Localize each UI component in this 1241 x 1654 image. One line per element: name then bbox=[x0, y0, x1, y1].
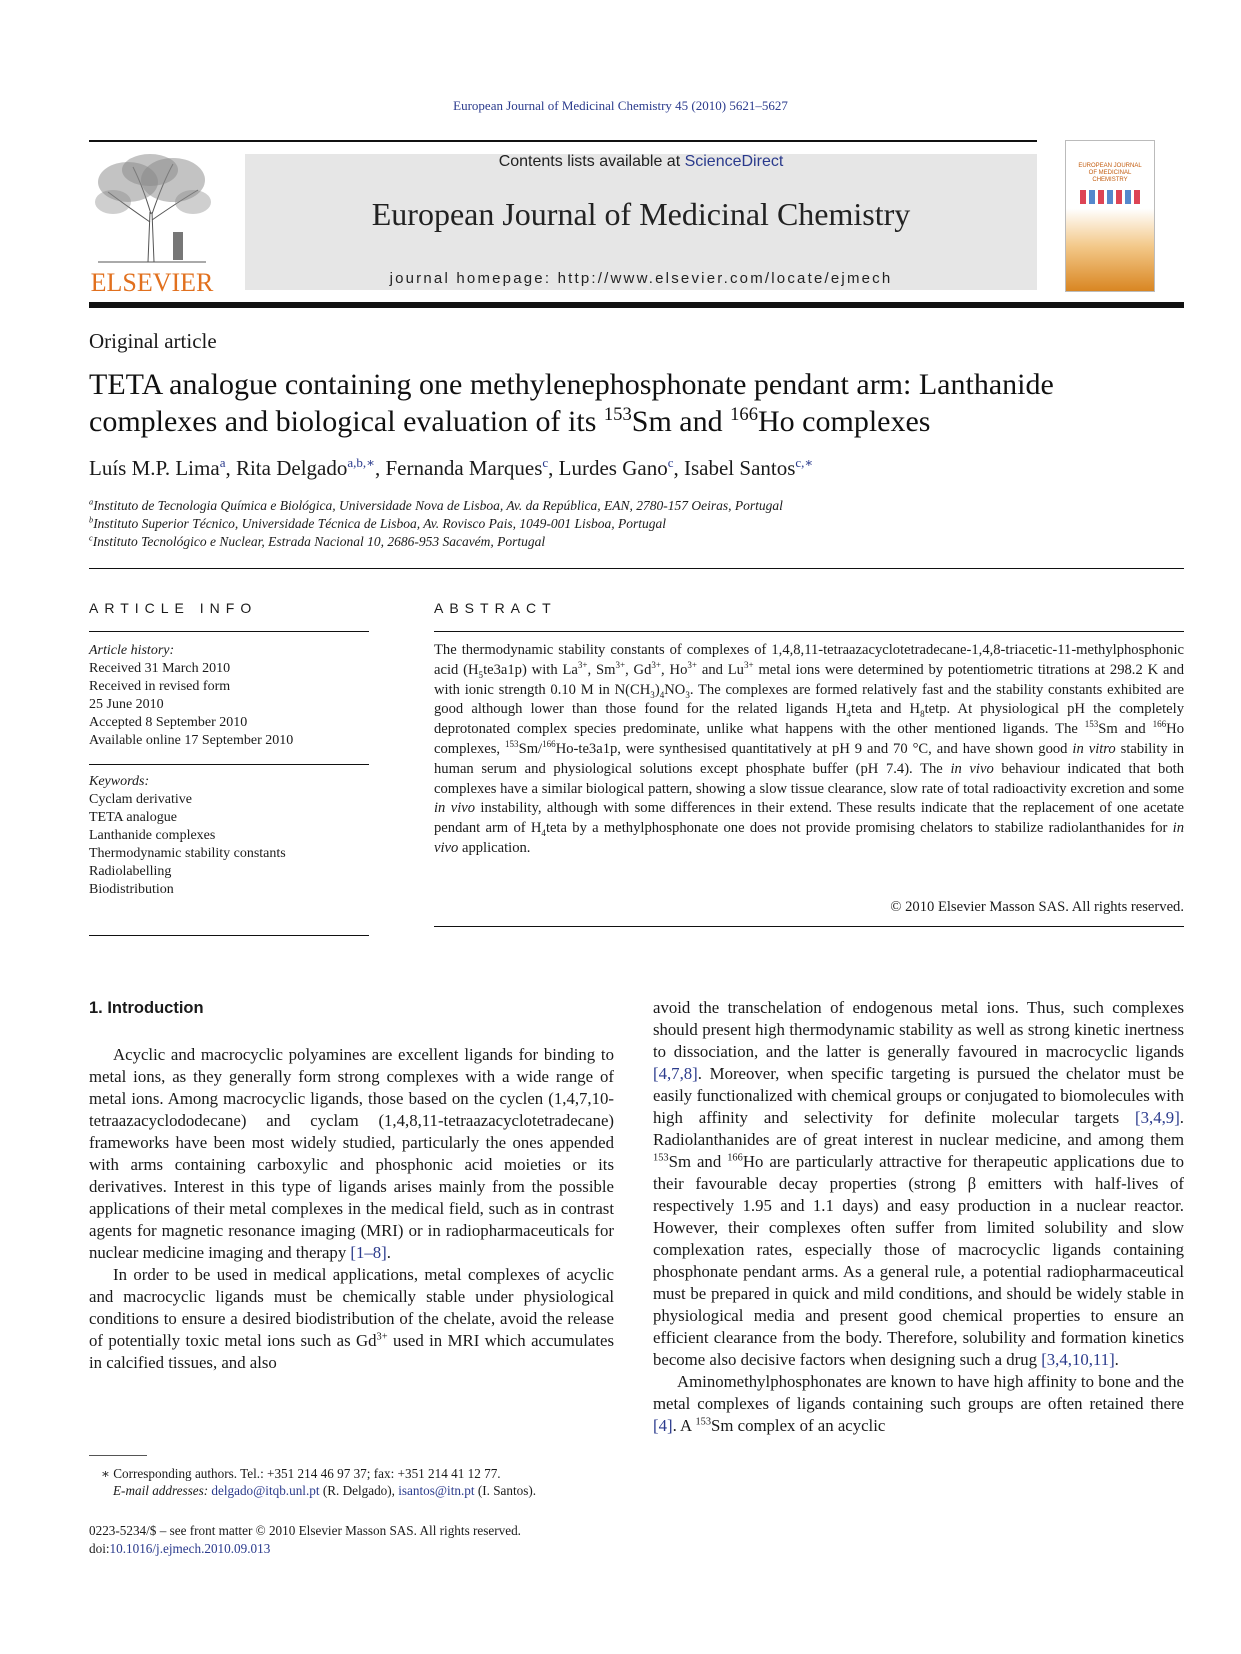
title-text: Sm and bbox=[631, 405, 731, 438]
affiliation-item bbox=[89, 533, 783, 551]
article-type: Original article bbox=[89, 329, 217, 353]
affiliation-key: b bbox=[89, 515, 94, 525]
affiliation-text: Instituto de Tecnologia Química e Biológica, Universidade Nova de Lisboa, Av. da República, EAN, 2780-157 Oeiras, Portugal bbox=[93, 498, 783, 513]
author-name[interactable]: Fernanda Marques bbox=[385, 456, 543, 480]
author-name[interactable]: Luís M.P. Lima bbox=[89, 456, 220, 480]
author-list: Luís M.P. Lima$^a$, Rita Delgado$^{a,b,∗}$, Fernanda Marques$^c$, Lurdes Gano$^c$, Isabel Santos$^{c,∗}$ bbox=[89, 455, 814, 480]
reference-link[interactable]: [4,7,8] bbox=[653, 1064, 698, 1083]
footnote-corr: ∗ Corresponding authors. Tel.: +351 214 46 97 37; fax: +351 214 41 12 77. bbox=[101, 1466, 501, 1481]
keyword-item[interactable]: TETA analogue bbox=[89, 810, 177, 825]
info-rule bbox=[89, 631, 369, 632]
email-link[interactable]: isantos@itn.pt bbox=[398, 1483, 475, 1498]
email-link[interactable]: delgado@itqb.unl.pt bbox=[211, 1483, 320, 1498]
body-column-left bbox=[89, 1044, 614, 1374]
keyword-item[interactable]: Thermodynamic stability constants bbox=[89, 846, 286, 861]
keyword-item[interactable]: Lanthanide complexes bbox=[89, 828, 216, 843]
history-item: Received in revised form bbox=[89, 679, 231, 694]
affiliation-text: Instituto Tecnológico e Nuclear, Estrada Nacional 10, 2686-953 Sacavém, Portugal bbox=[92, 534, 546, 549]
header-rule bbox=[89, 140, 1037, 142]
page-footer bbox=[89, 1522, 629, 1558]
info-rule bbox=[89, 764, 369, 765]
footnote-emails: E-mail addresses: delgado@itqb.unl.pt (R. Delgado), isantos@itn.pt (I. Santos). bbox=[113, 1483, 537, 1498]
author-name[interactable]: Isabel Santos bbox=[684, 456, 796, 480]
article-title bbox=[89, 366, 1184, 440]
contents-line bbox=[245, 153, 1037, 171]
affiliation-item bbox=[89, 515, 783, 533]
header-thick-rule bbox=[89, 302, 1184, 308]
author-affiliation-mark[interactable]: c bbox=[667, 455, 674, 470]
body-column-right bbox=[653, 997, 1184, 1437]
reference-link[interactable]: [3,4,9] bbox=[1135, 1108, 1180, 1127]
abstract-rule bbox=[434, 631, 1184, 632]
elsevier-wordmark: ELSEVIER bbox=[90, 268, 214, 297]
abstract-heading: ABSTRACT bbox=[434, 600, 557, 616]
title-sup: 166 bbox=[730, 404, 758, 425]
history-item: Received 31 March 2010 bbox=[89, 661, 231, 676]
affiliation-key: a bbox=[89, 497, 94, 507]
author-affiliation-mark[interactable]: a bbox=[219, 455, 226, 470]
history-item: 25 June 2010 bbox=[89, 697, 164, 712]
affiliation-key: c bbox=[89, 533, 93, 543]
contents-prefix: Contents lists available at bbox=[498, 153, 685, 170]
paragraph: In order to be used in medical applications, metal complexes of acyclic and macrocyclic ligands must be chemically stable under physiological conditions to ensure a desired biodistribution of the chelate, avoid the release of potentially toxic metal ions such as $Gd^{3+}$ used in MRI which accumulates in calcified tissues, and also bbox=[89, 1265, 615, 1372]
keyword-item[interactable]: Cyclam derivative bbox=[89, 792, 193, 807]
author-name[interactable]: Rita Delgado bbox=[235, 456, 348, 480]
history-item: Accepted 8 September 2010 bbox=[89, 715, 248, 730]
title-text: TETA analogue containing one methylenephosphonate pendant arm: Lanthanide complexes and biological evaluation of its bbox=[89, 368, 1054, 438]
affiliation-text: Instituto Superior Técnico, Universidade Técnica de Lisboa, Av. Rovisco Pais, 1049-001 Lisboa, Portugal bbox=[93, 516, 667, 531]
reference-link[interactable]: [4] bbox=[653, 1416, 673, 1435]
paragraph: avoid the transchelation of endogenous metal ions. Thus, such complexes should present high thermodynamic stability as well as strong kinetic inertness to dissociation, and the latter is generally favoured in macrocyclic ligands [4,7,8]. Moreover, when specific targeting is pursued the chelator must be easily functionalized with chemical groups or conjugated to biomolecules with high affinity and selectivity for definite molecular targets [3,4,9]. Radiolanthanides are of great interest in nuclear medicine, and among them $^{153}$Sm and $^{166}$Ho are particularly attractive for therapeutic applications due to their favourable decay properties (strong β emitters with half-lives of respectively 1.95 and 1.1 days) and easy production in a nuclear reactor. However, their complexes often suffer from limited solubility and slow complexation rates, especially those of macrocyclic ligands containing phosphonate pendant arms. As a general rule, a potential radiopharmaceutical must be prepared in quick and mild conditions, and should be widely stable in physiological media and present good chemical properties to ensure an efficient clearance from the body. Therefore, solubility and formation kinetics become also decisive factors when designing such a drug [3,4,10,11]. bbox=[653, 998, 1184, 1369]
doi-line: doi:10.1016/j.ejmech.2010.09.013 bbox=[89, 1541, 271, 1556]
author-affiliation-mark[interactable]: c bbox=[542, 455, 549, 470]
paragraph: Acyclic and macrocyclic polyamines are excellent ligands for binding to metal ions, as they generally form strong complexes with a wide range of metal ions. Among macrocyclic ligands, those based on the cyclen (1,4,7,10-tetraazacyclododecane) and cyclam (1,4,8,11-tetraazacyclotetradecane) frameworks have been most widely studied, particularly the ones appended with arms containing carboxylic and phosphonic acid moieties or its derivatives. Interest in this type of ligands arises mainly from the possible applications of their metal complexes in the medical field, such as in contrast agents for magnetic resonance imaging (MRI) or in radiopharmaceuticals for nuclear medicine imaging and therapy [1–8]. bbox=[89, 1045, 614, 1262]
reference-link[interactable]: [1–8] bbox=[350, 1243, 387, 1262]
author-affiliation-mark[interactable]: a,b,∗ bbox=[347, 455, 375, 470]
footnote-rule bbox=[89, 1455, 147, 1456]
sciencedirect-link[interactable]: ScienceDirect bbox=[684, 153, 784, 170]
author-name[interactable]: Lurdes Gano bbox=[558, 456, 668, 480]
article-info-box bbox=[89, 642, 369, 750]
cover-text: EUROPEAN JOURNAL OF MEDICINAL CHEMISTRY bbox=[1078, 163, 1142, 183]
abstract-copyright: © 2010 Elsevier Masson SAS. All rights reserved. bbox=[890, 899, 1184, 915]
journal-homepage[interactable]: journal homepage: http://www.elsevier.com/locate/ejmech bbox=[389, 270, 893, 287]
paragraph: Aminomethylphosphonates are known to have high affinity to bone and the metal complexes of ligands containing such groups are often retained there [4]. A $^{153}$Sm complex of an acyclic bbox=[653, 1372, 1184, 1435]
issn-line: 0223-5234/$ – see front matter © 2010 Elsevier Masson SAS. All rights reserved. bbox=[89, 1523, 521, 1538]
author-affiliation-mark[interactable]: c,∗ bbox=[795, 455, 814, 470]
corresponding-author-footnote bbox=[89, 1465, 614, 1499]
info-rule bbox=[89, 935, 369, 936]
doi-link[interactable]: 10.1016/j.ejmech.2010.09.013 bbox=[109, 1541, 271, 1556]
journal-citation[interactable]: European Journal of Medicinal Chemistry 45 (2010) 5621–5627 bbox=[453, 98, 788, 113]
article-info-heading: ARTICLE INFO bbox=[89, 600, 258, 616]
journal-cover-thumbnail[interactable] bbox=[1065, 140, 1155, 292]
history-item: Available online 17 September 2010 bbox=[89, 733, 294, 748]
affiliations bbox=[89, 497, 783, 551]
cover-graphic bbox=[1080, 190, 1140, 204]
affiliation-item bbox=[89, 497, 783, 515]
keyword-item[interactable]: Biodistribution bbox=[89, 882, 174, 897]
history-label: Article history: bbox=[89, 643, 175, 658]
title-text: Ho complexes bbox=[758, 405, 931, 438]
section-divider bbox=[89, 568, 1184, 569]
keywords-box bbox=[89, 773, 369, 899]
abstract-rule bbox=[434, 926, 1184, 927]
title-sup: 153 bbox=[603, 404, 632, 425]
journal-title: European Journal of Medicinal Chemistry bbox=[371, 196, 911, 232]
abstract-text: The thermodynamic stability constants of complexes of 1,4,8,11-tetraazacyclotetradecane-1,4,8-triacetic-11-methylphosphonic acid $(H_5te3a1p)$ with $La^{3+}$, $Sm^{3+}$, $Gd^{3+}$, $Ho^{3+}$ and $Lu^{3+}$ metal ions were determined by potentiometric titrations at 298.2 K and with ionic strength 0.10 M in $N(CH_3)_4NO_3$. The complexes are formed relatively fast and the stability constants exhibited are good although lower than those found for the related ligands $H_4teta$ and $H_8tetp$. At physiological pH the completely deprotonated complex species predominate, unlike what happens with the other mentioned ligands. The $^{153}$Sm and $^{166}$Ho complexes, $^{153}$Sm/$^{166}$Ho-te3a1p, were synthesised quantitatively at pH 9 and 70 °C, and have shown good in vitro stability in human serum and physiological solutions except phosphate buffer (pH 7.4). The in vivo behaviour indicated that both complexes have a similar biological pattern, showing a slow tissue clearance, slow rate of total radioactivity excretion and some in vivo instability, although with some differences in their extend. These results indicate that the replacement of one acetate pendant arm of $H_4teta$ by a methylphosphonate one does not provide promising chelators to stabilize radiolanthanides for in vivo application. bbox=[434, 642, 1185, 856]
reference-link[interactable]: [3,4,10,11] bbox=[1041, 1350, 1115, 1369]
section-heading-introduction: 1. Introduction bbox=[89, 999, 204, 1017]
keywords-label: Keywords: bbox=[89, 774, 150, 789]
keyword-item[interactable]: Radiolabelling bbox=[89, 864, 172, 879]
